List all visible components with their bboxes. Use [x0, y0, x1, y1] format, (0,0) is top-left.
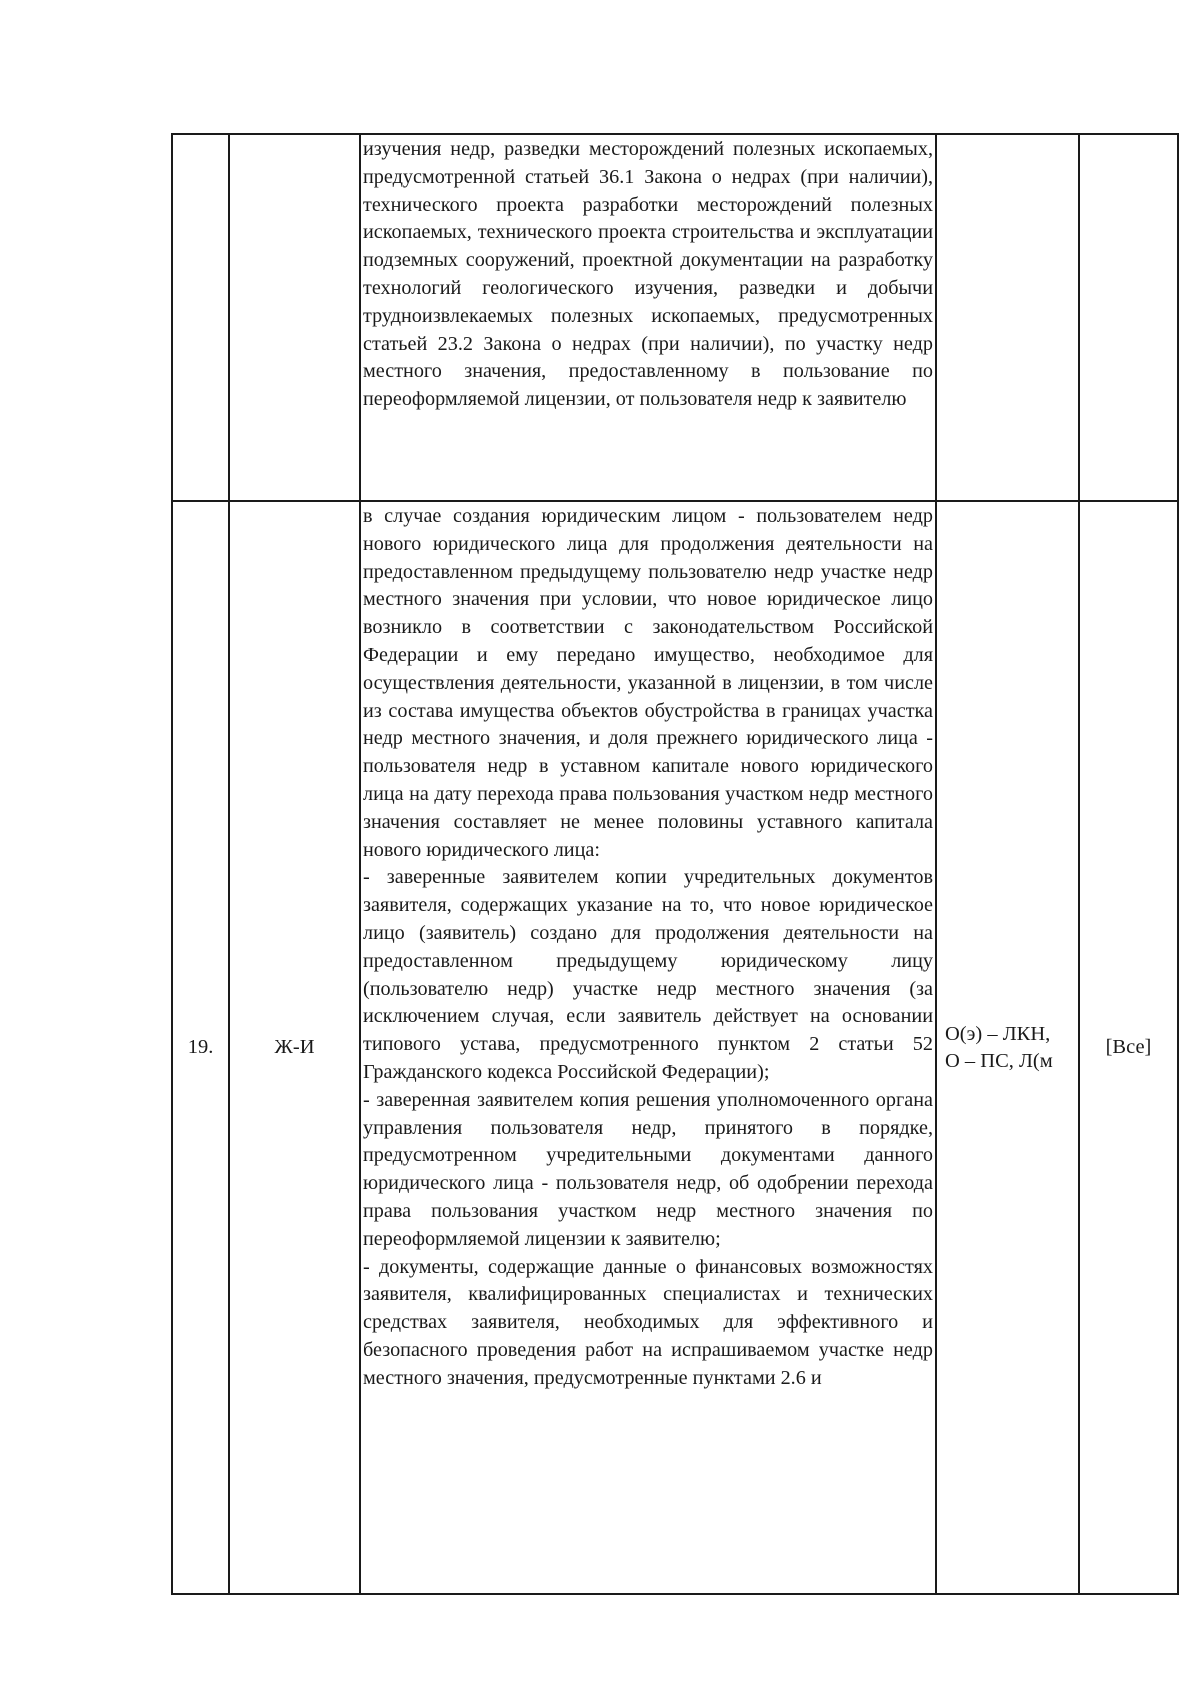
- description-item: - документы, содержащие данные о финансовых возможностях заявителя, квалифицированных специалистах и технических средствах заявителя, необходимых для эффективного и безопасного проведения работ на испрашиваемом участке недр местного значения, предусмотренные пунктами 2.6 и: [363, 1255, 933, 1389]
- row-description-cell: [360, 134, 936, 501]
- requirements-table: [171, 133, 1179, 1595]
- row-number-cell: [172, 134, 229, 501]
- description-item: - заверенные заявителем копии учредительных документов заявителя, содержащих указание на то, что новое юридическое лицо (заявитель) создано для продолжения деятельности на предоставленном предыдущему юридическому лицу (пользователю недр) участке недр местного значения (за исключением случая, если заявитель действует на основании типового устава, предусмотренного пунктом 2 статьи 52 Гражданского кодекса Российской Федерации);: [363, 866, 933, 1083]
- description-text: изучения недр, разведки месторождений полезных ископаемых, предусмотренной статьей 36.1 Закона о недрах (при наличии), технического проекта разработки месторождений полезных ископаемых, технического проекта строительства и эксплуатации подземных сооружений, проектной документации на разработку технологий геологического изучения, разведки и добычи трудноизвлекаемых полезных ископаемых, предусмотренных статьей 23.2 Закона о недрах (при наличии), по участку недр местного значения, предоставленному в пользование по переоформляемой лицензии, от пользователя недр к заявителю: [363, 138, 933, 411]
- description-item: - заверенная заявителем копия решения уполномоченного органа управления пользователя недр, принятого в порядке, предусмотренном учредительными документами данного юридического лица - пользователя недр, об одобрении перехода права пользования участком недр местного значения по переоформляемой лицензии к заявителю;: [363, 1088, 933, 1250]
- table-row: [172, 134, 1178, 501]
- kind-line: О(э) – ЛКН,: [945, 1022, 1051, 1045]
- row-description-cell: [360, 501, 936, 1594]
- row-scope-cell: [Все]: [1079, 501, 1178, 1594]
- row-number-cell: 19.: [172, 501, 229, 1594]
- description-intro: в случае создания юридическим лицом - пользователем недр нового юридического лица для продолжения деятельности на предоставленном предыдущему пользователю недр участке недр местного значения при условии, что новое юридическое лицо возникло в соответствии с законодательством Российской Федерации и ему передано имущество, необходимое для осуществления деятельности, указанной в лицензии, в том числе из состава имущества объектов обустройства в границах участка недр местного значения, и доля прежнего юридического лица - пользователя недр в уставном капитале нового юридического лица на дату перехода права пользования участком недр местного значения составляет не менее половины уставного капитала нового юридического лица:: [363, 505, 933, 861]
- table-row: [172, 501, 1178, 1594]
- row-kind-cell: [936, 501, 1079, 1594]
- kind-line: О – ПС, Л(м: [945, 1049, 1053, 1072]
- row-code-cell: [229, 134, 360, 501]
- row-code-cell: Ж-И: [229, 501, 360, 1594]
- row-kind-cell: [936, 134, 1079, 501]
- row-scope-cell: [1079, 134, 1178, 501]
